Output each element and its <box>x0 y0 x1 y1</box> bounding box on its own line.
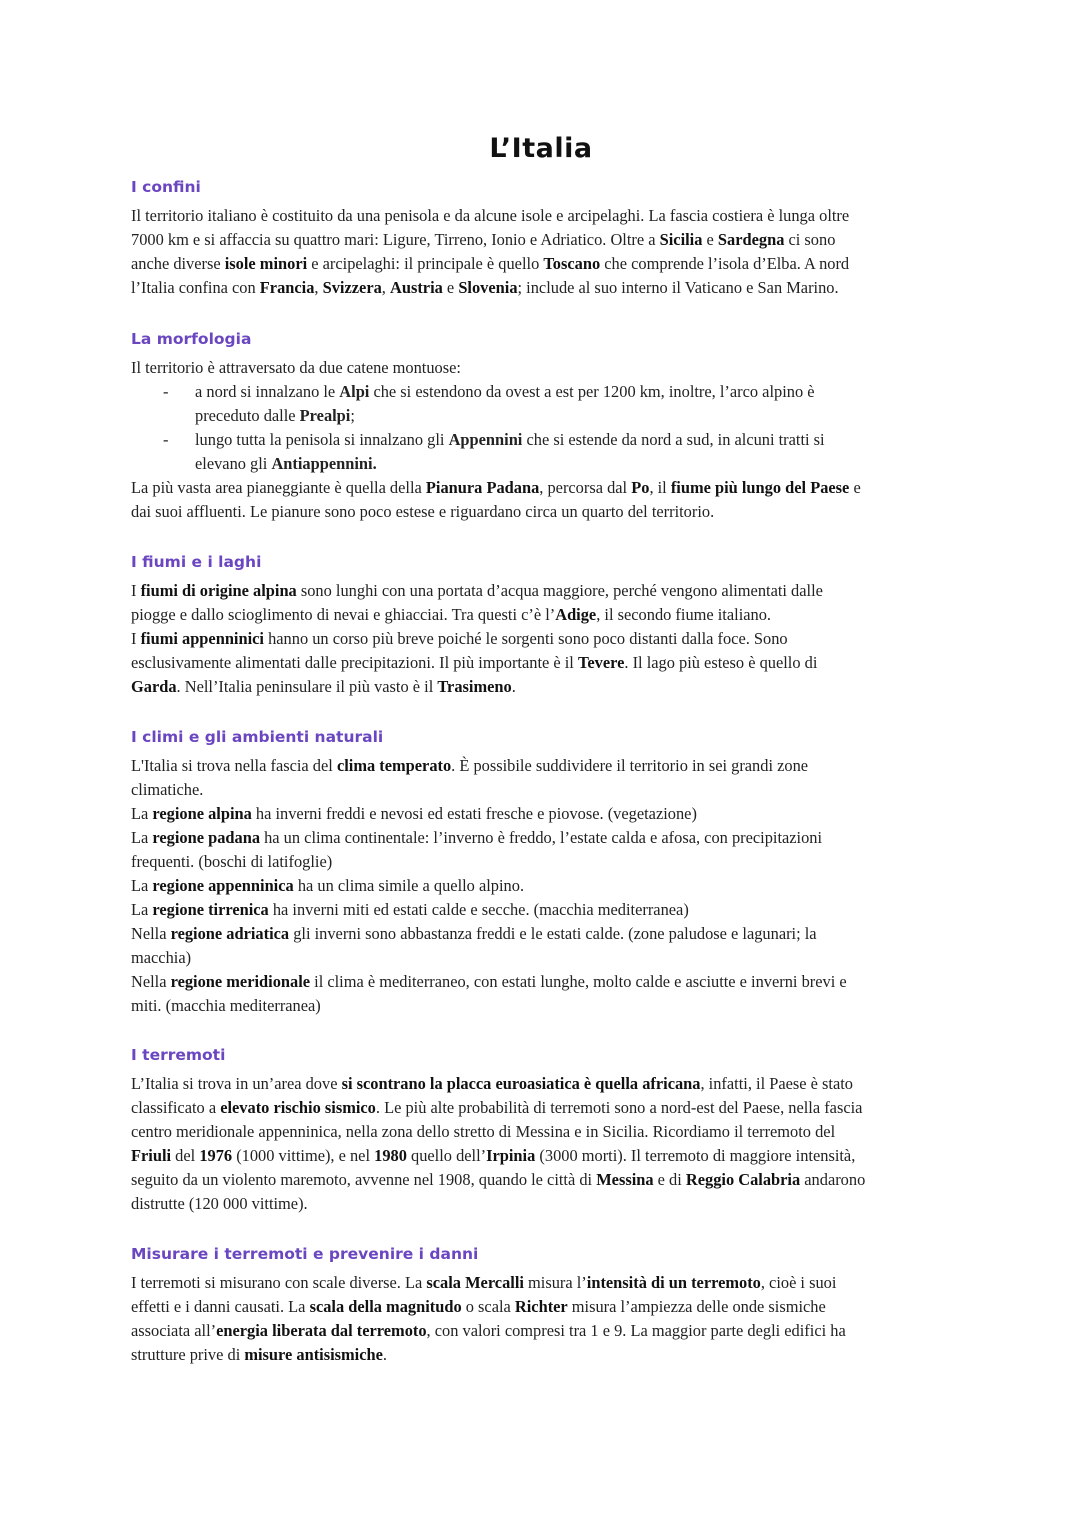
text-run: distrutte (120 000 vittime). <box>131 1194 308 1213</box>
text-run: e <box>442 278 459 297</box>
text-line <box>131 1343 951 1367</box>
section-confini <box>131 176 951 300</box>
text-run: ci sono <box>784 230 836 249</box>
text-run: miti. (macchia mediterranea) <box>131 996 321 1015</box>
section-climi <box>131 726 951 1018</box>
bold-term: regione appenninica <box>152 876 294 895</box>
text-run: hanno un corso più breve poiché le sorgenti sono poco distanti dalla foce. Sono <box>263 629 788 648</box>
bold-term: isole minori <box>224 254 308 273</box>
text-line <box>195 404 951 428</box>
text-run: ha un clima continentale: l’inverno è freddo, l’estate calda e afosa, con precipitazioni <box>260 828 823 847</box>
text-run: che comprende l’isola d’Elba. A nord <box>600 254 850 273</box>
bold-term: Richter <box>514 1297 568 1316</box>
text-line <box>131 994 951 1018</box>
text-run: , percorsa dal <box>539 478 632 497</box>
text-run: , il secondo fiume italiano. <box>596 605 772 624</box>
list-item <box>131 428 951 476</box>
text-line <box>131 500 951 524</box>
text-run: ; include al suo interno il Vaticano e San Marino. <box>517 278 839 297</box>
text-line <box>131 476 951 500</box>
text-run: del <box>171 1146 200 1165</box>
text-run: elevano gli <box>195 454 272 473</box>
text-run: quello dell’ <box>406 1146 487 1165</box>
text-run: Nella <box>131 972 171 991</box>
text-run: classificato a <box>131 1098 221 1117</box>
section-morfologia <box>131 328 951 524</box>
bold-term: Reggio Calabria <box>685 1170 801 1189</box>
bold-term: Adige <box>555 605 597 624</box>
section-heading: I confini <box>131 178 201 196</box>
text-line <box>131 922 951 946</box>
text-run: . È possibile suddividere il territorio in sei grandi zone <box>451 756 809 775</box>
section-heading: I fiumi e i laghi <box>131 553 262 571</box>
text-run: che si estende da nord a sud, in alcuni tratti si <box>522 430 825 449</box>
bold-term: Svizzera <box>322 278 382 297</box>
bold-term: Trasimeno <box>437 677 512 696</box>
text-line <box>131 1096 951 1120</box>
text-run: frequenti. (boschi di latifoglie) <box>131 852 333 871</box>
bold-term: regione adriatica <box>170 924 290 943</box>
bold-term: regione alpina <box>152 804 252 823</box>
text-run: . <box>382 1345 388 1364</box>
bold-term: Alpi <box>339 382 370 401</box>
text-line <box>131 204 951 228</box>
text-run: (1000 vittime), e nel <box>232 1146 375 1165</box>
text-run: e <box>849 478 861 497</box>
bold-term: regione meridionale <box>170 972 311 991</box>
text-run: Nella <box>131 924 171 943</box>
text-run: . Le più alte probabilità di terremoti sono a nord-est del Paese, nella fascia <box>375 1098 863 1117</box>
text-run: misura l’ <box>523 1273 587 1292</box>
text-line <box>131 228 951 252</box>
text-run: andarono <box>800 1170 866 1189</box>
text-run: , <box>381 278 390 297</box>
text-run: Il territorio è attraversato da due catene montuose: <box>131 358 461 377</box>
text-run: gli inverni sono abbastanza freddi e le estati calde. (zone paludose e lagunari; la <box>289 924 817 943</box>
bold-term: Appennini <box>448 430 523 449</box>
text-run: Il territorio italiano è costituito da una penisola e da alcune isole e arcipelaghi. La fascia costiera è lunga oltre <box>131 206 850 225</box>
text-run: ; <box>350 406 355 425</box>
section-body <box>131 754 951 1018</box>
text-run: lungo tutta la penisola si innalzano gli <box>195 430 449 449</box>
text-run: effetti e i danni causati. La <box>131 1297 310 1316</box>
section-terremoti <box>131 1044 951 1216</box>
text-line <box>131 356 951 380</box>
text-line <box>131 874 951 898</box>
text-run: associata all’ <box>131 1321 217 1340</box>
bold-term: fiumi di origine alpina <box>140 581 297 600</box>
bullet-list <box>131 380 951 476</box>
dash-marker: - <box>163 382 169 401</box>
list-item <box>131 380 951 428</box>
section-body <box>131 579 951 699</box>
text-run: strutture prive di <box>131 1345 245 1364</box>
text-run: , infatti, il Paese è stato <box>700 1074 853 1093</box>
text-line <box>131 1072 951 1096</box>
section-misurare <box>131 1243 951 1367</box>
text-line <box>131 802 951 826</box>
text-run: climatiche. <box>131 780 204 799</box>
text-run: La <box>131 828 153 847</box>
text-line <box>131 778 951 802</box>
bold-term: fiume più lungo del Paese <box>670 478 850 497</box>
bold-term: Tevere <box>577 653 625 672</box>
list-item-text <box>195 380 951 428</box>
text-run: 7000 km e si affaccia su quattro mari: Ligure, Tirreno, Ionio e Adriatico. Oltre a <box>131 230 660 249</box>
text-line <box>131 579 951 603</box>
text-run: (3000 morti). Il terremoto di maggiore intensità, <box>535 1146 856 1165</box>
section-fiumi-laghi <box>131 551 951 699</box>
bold-term: Francia <box>259 278 315 297</box>
text-line <box>131 675 951 699</box>
section-outro <box>131 476 951 524</box>
bold-term: elevato rischio sismico <box>220 1098 376 1117</box>
text-line <box>131 850 951 874</box>
text-line <box>195 428 951 452</box>
bold-term: Sardegna <box>717 230 785 249</box>
bold-term: Garda <box>131 677 177 696</box>
text-line <box>131 1271 951 1295</box>
text-run: ha inverni miti ed estati calde e secche. (macchia mediterranea) <box>268 900 689 919</box>
text-run: . Nell’Italia peninsulare il più vasto è il <box>176 677 438 696</box>
bold-term: Po <box>631 478 650 497</box>
section-body <box>131 204 951 300</box>
text-line <box>131 627 951 651</box>
text-run: L'Italia si trova nella fascia del <box>131 756 337 775</box>
text-run: preceduto dalle <box>195 406 300 425</box>
bold-term: Austria <box>390 278 443 297</box>
text-run: il clima è mediterraneo, con estati lunghe, molto calde e asciutte e inverni brevi e <box>310 972 847 991</box>
list-item-text <box>195 428 951 476</box>
bold-term: fiumi appenninici <box>140 629 264 648</box>
text-run: La più vasta area pianeggiante è quella della <box>131 478 426 497</box>
text-run: , <box>314 278 323 297</box>
bold-term: Sicilia <box>659 230 703 249</box>
text-run: ha un clima simile a quello alpino. <box>293 876 525 895</box>
section-heading: Misurare i terremoti e prevenire i danni <box>131 1245 479 1263</box>
section-intro <box>131 356 951 380</box>
text-line <box>131 603 951 627</box>
text-run: macchia) <box>131 948 192 967</box>
bold-term: clima temperato <box>336 756 452 775</box>
text-run: . <box>511 677 516 696</box>
text-line <box>131 970 951 994</box>
bold-term: Messina <box>596 1170 654 1189</box>
bold-term: misure antisismiche <box>244 1345 383 1364</box>
bold-term: Slovenia <box>458 278 518 297</box>
text-run: e arcipelaghi: il principale è quello <box>307 254 544 273</box>
text-line <box>195 380 951 404</box>
bold-term: regione padana <box>152 828 261 847</box>
bold-term: Prealpi <box>299 406 351 425</box>
text-run: l’Italia confina con <box>131 278 260 297</box>
text-run: La <box>131 804 153 823</box>
bold-term: 1976 <box>199 1146 233 1165</box>
bold-term: Pianura Padana <box>425 478 540 497</box>
text-run: , cioè i suoi <box>760 1273 837 1292</box>
text-line <box>131 1120 951 1144</box>
text-run: a nord si innalzano le <box>195 382 340 401</box>
text-line <box>195 452 951 476</box>
text-line <box>131 1295 951 1319</box>
section-body <box>131 1072 951 1216</box>
bold-term: Friuli <box>131 1146 172 1165</box>
text-run: che si estendono da ovest a est per 1200 km, inoltre, l’arco alpino è <box>369 382 815 401</box>
bold-term: scala della magnitudo <box>309 1297 462 1316</box>
page-title: L’Italia <box>489 133 593 164</box>
text-line <box>131 1192 951 1216</box>
text-run: esclusivamente alimentati dalle precipitazioni. Il più importante è il <box>131 653 578 672</box>
section-heading: I climi e gli ambienti naturali <box>131 728 384 746</box>
text-run: , il <box>649 478 671 497</box>
dash-marker: - <box>163 430 169 449</box>
text-run: La <box>131 900 153 919</box>
bold-term: Toscano <box>543 254 601 273</box>
text-line <box>131 1144 951 1168</box>
text-run: I <box>131 581 141 600</box>
text-run: I <box>131 629 141 648</box>
text-run: dai suoi affluenti. Le pianure sono poco estese e riguardano circa un quarto del territorio. <box>131 502 715 521</box>
bold-term: Irpinia <box>486 1146 536 1165</box>
bold-term: regione tirrenica <box>152 900 269 919</box>
bold-term: intensità di un terremoto <box>586 1273 761 1292</box>
text-run: misura l’ampiezza delle onde sismiche <box>567 1297 826 1316</box>
text-line <box>131 1168 951 1192</box>
section-heading: La morfologia <box>131 330 252 348</box>
text-run: sono lunghi con una portata d’acqua maggiore, perché vengono alimentati dalle <box>296 581 823 600</box>
text-run: piogge e dallo scioglimento di nevai e ghiacciai. Tra questi c’è l’ <box>131 605 556 624</box>
text-run: La <box>131 876 153 895</box>
text-run: . Il lago più esteso è quello di <box>624 653 818 672</box>
bold-term: 1980 <box>374 1146 407 1165</box>
text-line <box>131 826 951 850</box>
bold-term: si scontrano la placca euroasiatica è quella africana <box>341 1074 701 1093</box>
text-run: seguito da un violento maremoto, avvenne nel 1908, quando le città di <box>131 1170 597 1189</box>
text-run: e <box>702 230 718 249</box>
text-run: L’Italia si trova in un’area dove <box>131 1074 342 1093</box>
text-run: , con valori compresi tra 1 e 9. La maggior parte degli edifici ha <box>426 1321 846 1340</box>
text-run: ha inverni freddi e nevosi ed estati fresche e piovose. (vegetazione) <box>251 804 697 823</box>
bold-term: scala Mercalli <box>426 1273 524 1292</box>
bold-term: Antiappennini. <box>271 454 377 473</box>
text-line <box>131 276 951 300</box>
section-heading: I terremoti <box>131 1046 226 1064</box>
text-run: e di <box>653 1170 686 1189</box>
text-run: o scala <box>461 1297 515 1316</box>
section-body <box>131 1271 951 1367</box>
text-run: anche diverse <box>131 254 225 273</box>
text-line <box>131 754 951 778</box>
text-line <box>131 946 951 970</box>
text-line <box>131 651 951 675</box>
text-line <box>131 898 951 922</box>
text-line <box>131 252 951 276</box>
text-run: centro meridionale appenninica, nella zona dello stretto di Messina e in Sicilia. Ricordiamo il terremoto del <box>131 1122 836 1141</box>
text-line <box>131 1319 951 1343</box>
bold-term: energia liberata dal terremoto <box>216 1321 427 1340</box>
text-run: I terremoti si misurano con scale diverse. La <box>131 1273 427 1292</box>
